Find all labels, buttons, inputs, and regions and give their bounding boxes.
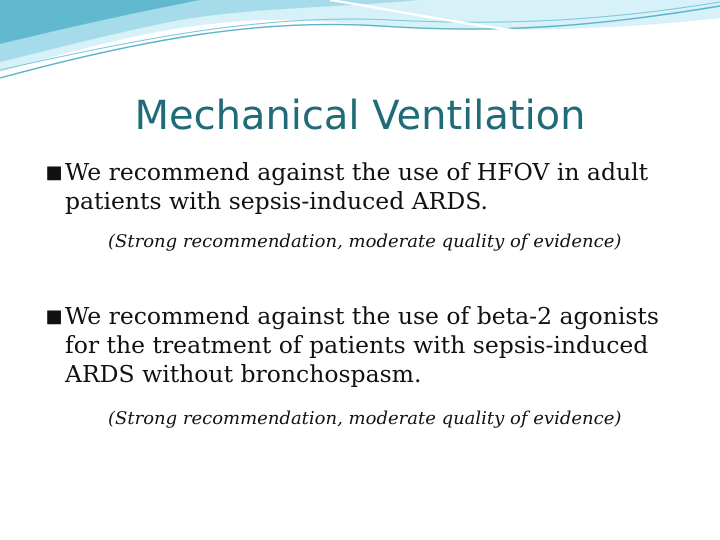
- bullet-text: We recommend against the use of beta-2 agonists for the treatment of patients with sepsis-induced ARDS without bronchospasm.: [65, 302, 659, 388]
- bullet-marker-icon: ■: [45, 162, 63, 183]
- evidence-note: (Strong recommendation, moderate quality of evidence): [108, 231, 622, 252]
- bullet-item-beta2: [44, 302, 684, 389]
- slide-title: Mechanical Ventilation: [134, 93, 586, 139]
- bullet-text: We recommend against the use of HFOV in adult patients with sepsis-induced ARDS.: [65, 158, 649, 215]
- evidence-note: (Strong recommendation, moderate quality of evidence): [108, 408, 622, 429]
- bullet-marker-icon: ■: [45, 306, 63, 327]
- bullet-item-hfov: [44, 158, 684, 216]
- decorative-wave-header: [0, 0, 720, 90]
